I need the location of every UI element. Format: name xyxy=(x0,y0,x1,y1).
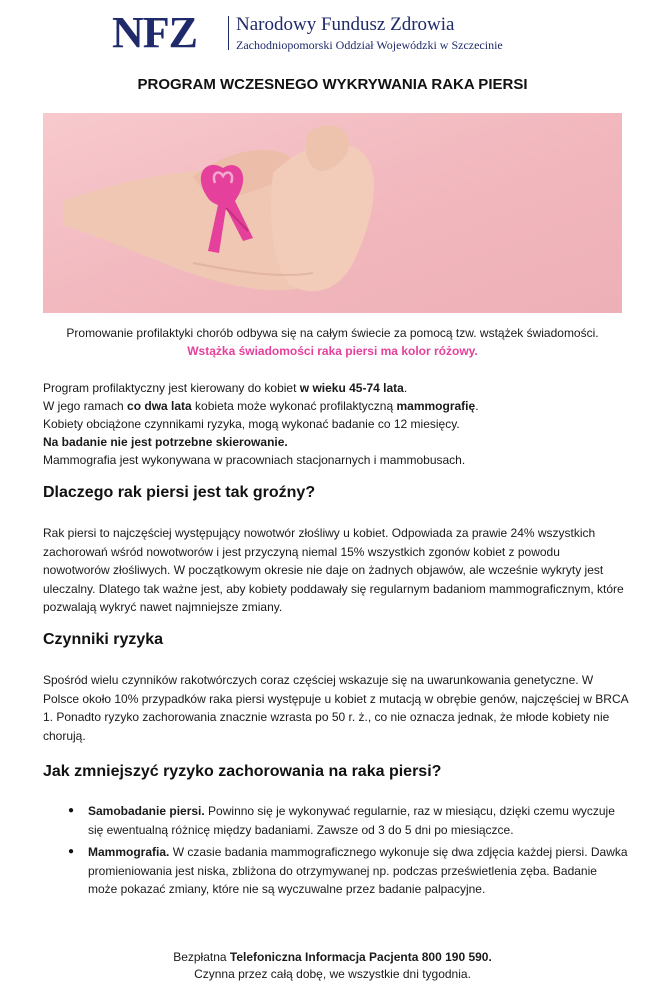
intro-age-line: Program profilaktyczny jest kierowany do kobiet w wieku 45-74 lata. xyxy=(43,381,408,395)
nfz-logo: NFZ xyxy=(112,8,197,57)
org-branch: Zachodniopomorski Oddział Wojewódzki w Szczecinie xyxy=(236,38,503,52)
section-heading-reduce-risk: Jak zmniejszyć ryzyko zachorowania na raka piersi? xyxy=(43,763,442,780)
caption-highlight: Wstążka świadomości raka piersi ma kolor różowy. xyxy=(187,344,478,358)
program-intro xyxy=(43,379,633,469)
intro-risk-line: Kobiety obciążone czynnikami ryzyka, mogą wykonać badanie co 12 miesięcy. xyxy=(43,417,460,431)
intro-no-referral-line: Na badanie nie jest potrzebne skierowanie. xyxy=(43,435,288,449)
hotline-hours: Czynna przez całą dobę, we wszystkie dni tygodnia. xyxy=(194,967,471,981)
intro-frequency-line: W jego ramach co dwa lata kobieta może wykonać profilaktyczną mammografię. xyxy=(43,399,479,413)
ribbon-caption xyxy=(0,324,665,360)
list-item: ● Samobadanie piersi. Powinno się je wykonywać regularnie, raz w miesiącu, dzięki czemu wyczuje się ewentualną różnicę między badaniami. Zawsze od 3 do 5 dni po miesiączce. xyxy=(68,802,628,839)
hotline-line: Bezpłatna Telefoniczna Informacja Pacjenta 800 190 590. xyxy=(173,950,492,964)
page-title: PROGRAM WCZESNEGO WYKRYWANIA RAKA PIERSI xyxy=(137,76,528,93)
pink-ribbon-hands-photo xyxy=(43,113,622,313)
section-body-why-dangerous: Rak piersi to najczęściej występujący nowotwór złośliwy u kobiet. Odpowiada za prawie 24% wszystkich zachorowań wśród nowotworów i jest przyczyną niemal 15% wszystkich zgonów kobiet z powodu nowotworów złośliwych. W początkowym okresie nie daje on żadnych objawów, ale wcześnie wykryty jest uleczalny. Dlatego tak ważne jest, aby kobiety poddawały się regularnym badaniom mammograficznym, które pozwalają wykryć nawet najmniejsze zmiany. xyxy=(43,526,624,614)
org-name: Narodowy Fundusz Zdrowia xyxy=(236,14,455,35)
caption-line: Promowanie profilaktyki chorób odbywa się na całym świecie za pomocą tzw. wstążek świadomości. xyxy=(66,326,599,340)
section-heading-why-dangerous: Dlaczego rak piersi jest tak groźny? xyxy=(43,484,316,501)
prevention-list xyxy=(68,802,628,903)
patient-info-footer xyxy=(0,949,665,983)
logo-divider xyxy=(228,16,229,50)
hands-ribbon-illustration xyxy=(43,113,622,313)
list-item: ● Mammografia. W czasie badania mammograficznego wykonuje się dwa zdjęcia każdej piersi. Dawka promieniowania jest niska, zbliżona do otrzymywanej np. podczas prześwietlenia zęba. Badanie może pokazać zmiany, które nie są wyczuwalne przez badanie palpacyjne. xyxy=(68,843,628,899)
nfz-header xyxy=(112,8,572,57)
intro-location-line: Mammografia jest wykonywana w pracowniach stacjonarnych i mammobusach. xyxy=(43,453,466,467)
section-heading-risk-factors: Czynniki ryzyka xyxy=(43,631,164,648)
section-body-risk-factors: Spośród wielu czynników rakotwórczych coraz częściej wskazuje się na uwarunkowania genetyczne. W Polsce około 10% przypadków raka piersi występuje u kobiet z mutacją w obrębie genów, najczęściej w BRCA 1. Ponadto ryzyko zachorowania znacznie wzrasta po 50 r. ż., co nie oznacza jednak, że młode kobiety nie chorują. xyxy=(43,673,628,743)
